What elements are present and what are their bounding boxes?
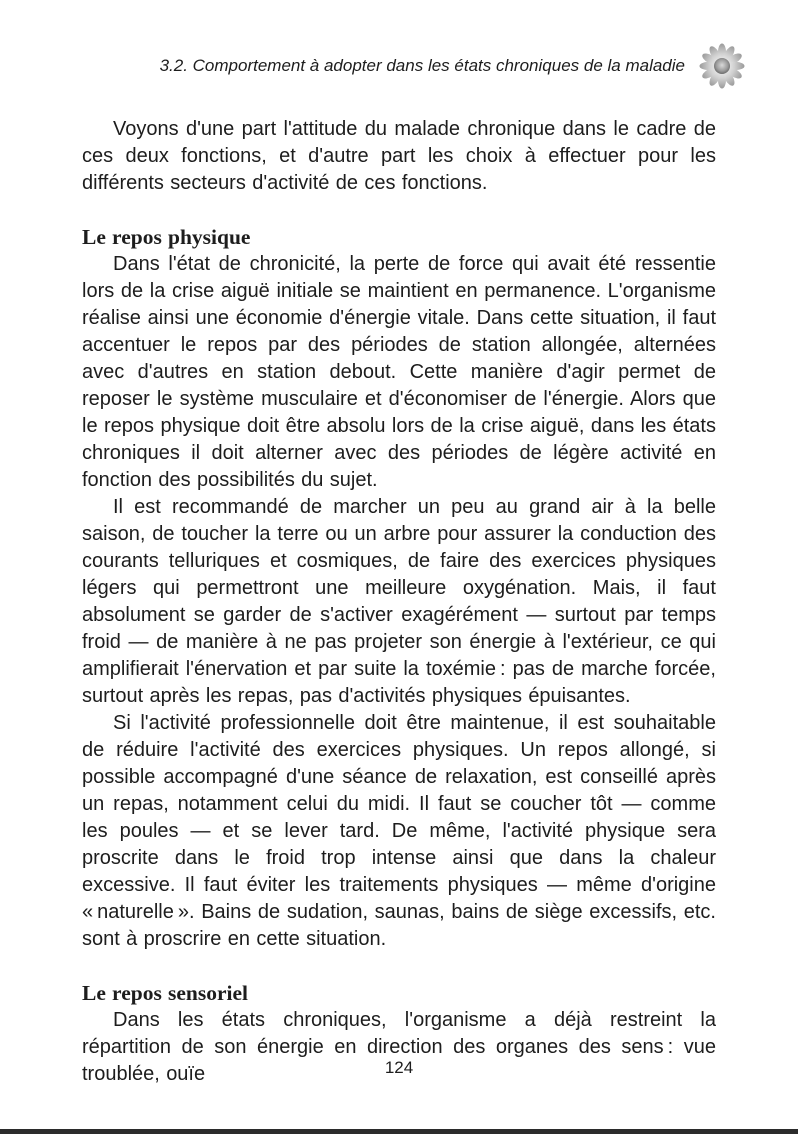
page-body: [82, 116, 716, 1088]
paragraph: Si l'activité professionnelle doit être maintenue, il est souhaitable de réduire l'activité des exercices physiques. Un repos allongé, si possible accompagné d'une séance de relaxation, est conseillé après un repas, notamment celui du midi. Il faut se coucher tôt — comme les poules — et se lever tard. De même, l'activité physique sera proscrite dans le froid trop intense ainsi que dans la chaleur excessive. Il faut éviter les traitements physiques — même d'origine « naturelle ». Bains de sudation, saunas, bains de siège excessifs, etc. sont à proscrire en cette situation.: [82, 712, 716, 950]
flower-icon: [698, 42, 746, 90]
intro-paragraph: Voyons d'une part l'attitude du malade chronique dans le cadre de ces deux fonctions, et d'autre part les choix à effectuer pour les différents secteurs d'activité de ces fonctions.: [82, 118, 716, 194]
running-header-title: 3.2. Comportement à adopter dans les états chroniques de la maladie: [159, 56, 685, 75]
footer-rule: [0, 1129, 798, 1134]
paragraph: Dans les états chroniques, l'organisme a déjà restreint la répartition de son énergie en direction des organes des sens : vue troublée, ouïe: [82, 1009, 716, 1085]
running-header: [85, 42, 746, 90]
paragraph: Il est recommandé de marcher un peu au grand air à la belle saison, de toucher la terre ou un arbre pour assurer la conduction des courants telluriques et cosmiques, de faire des exercices physiques légers qui permettront une meilleure oxygénation. Mais, il faut absolument se garder de s'activer exagérément — surtout par temps froid — de manière à ne pas projeter son énergie à l'extérieur, ce qui amplifierait l'énervation et par suite la toxémie : pas de marche forcée, surtout après les repas, pas d'activités physiques épuisantes.: [82, 496, 716, 707]
section-heading-repos-sensoriel: Le repos sensoriel: [82, 981, 249, 1005]
section-heading-repos-physique: Le repos physique: [82, 225, 251, 249]
paragraph: Dans l'état de chronicité, la perte de force qui avait été ressentie lors de la crise aiguë initiale se maintient en permanence. L'organisme réalise ainsi une économie d'énergie vitale. Dans cette situation, il faut accentuer le repos par des périodes de station allongée, alternées avec d'autres en station debout. Cette manière d'agir permet de reposer le système musculaire et d'économiser de l'énergie. Alors que le repos physique doit être absolu lors de la crise aiguë, dans les états chroniques il doit alterner avec des périodes de légère activité en fonction des possibilités du sujet.: [82, 253, 716, 491]
page-number: 124: [384, 1058, 414, 1077]
